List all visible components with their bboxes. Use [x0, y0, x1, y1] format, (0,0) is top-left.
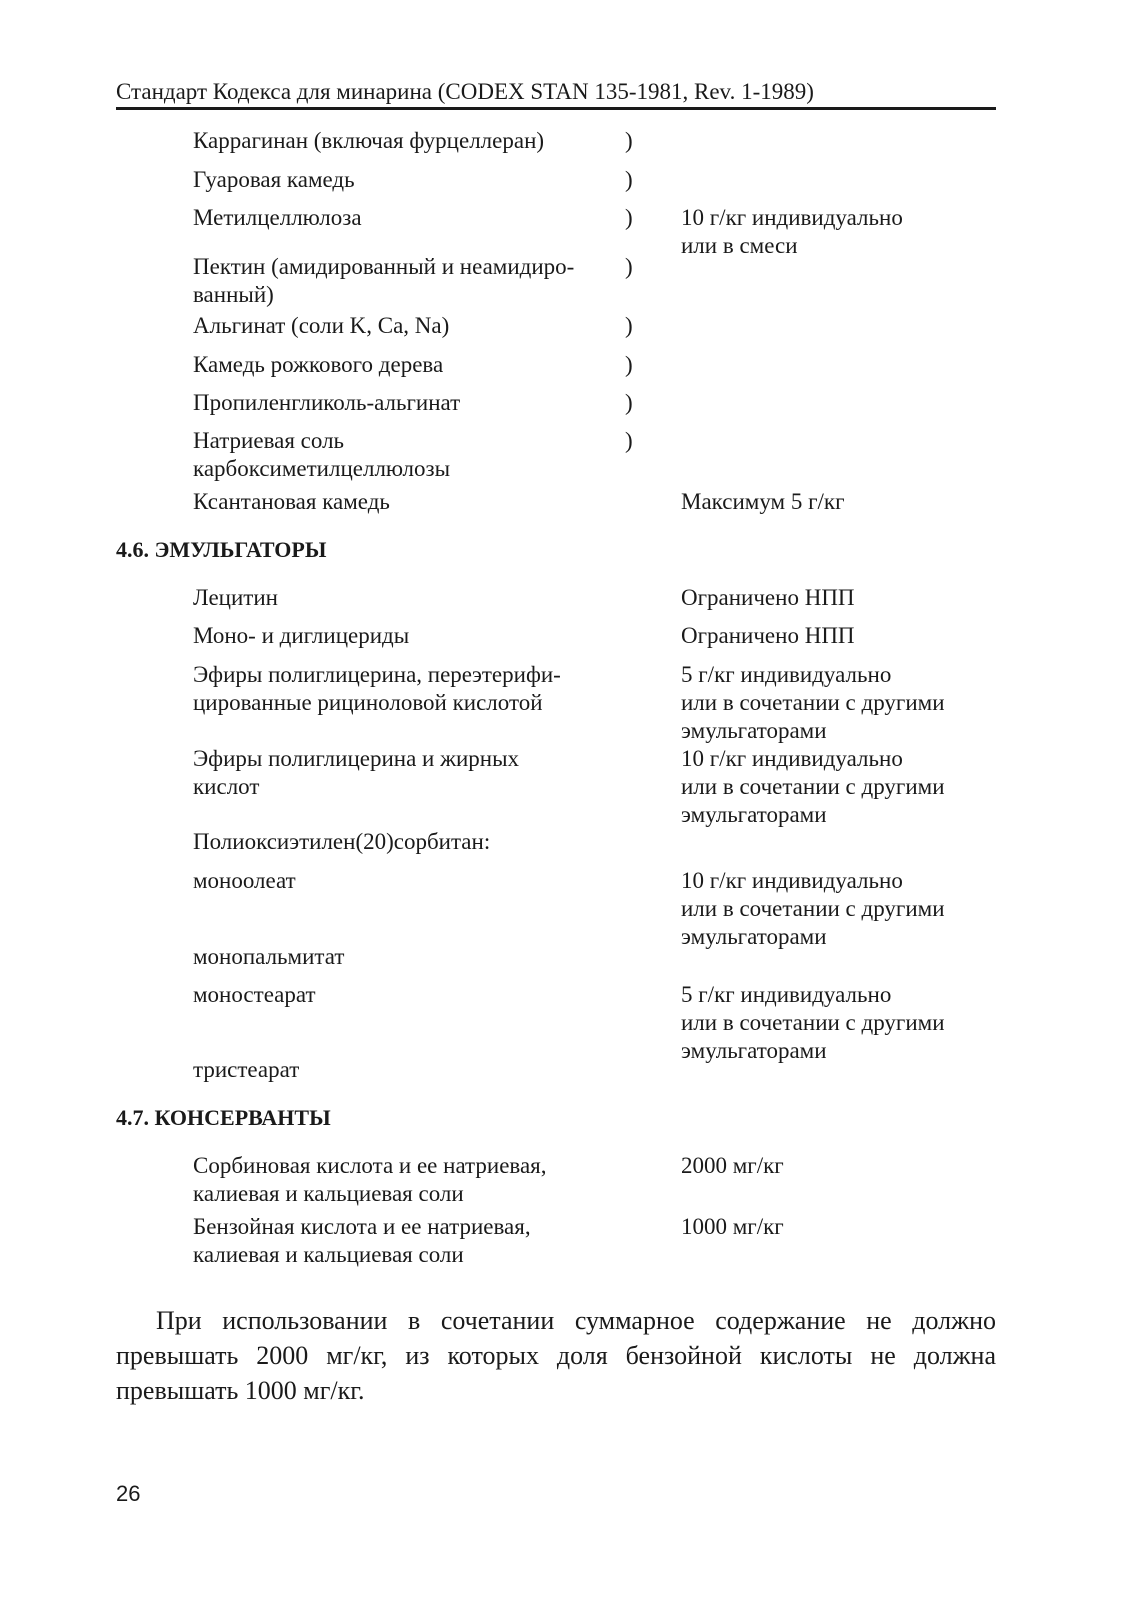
item-locust-bean-gum: Камедь рожкового дерева — [193, 352, 444, 377]
limit-combo-line2: или в сочетании с другими — [681, 896, 945, 921]
bracket: ) — [625, 352, 633, 377]
limit-10: 10 г/кг индивидуально — [681, 746, 903, 771]
limit-group: 10 г/кг индивидуально — [681, 205, 903, 230]
limit-5: 5 г/кг индивидуально — [681, 662, 892, 687]
page-header: Стандарт Кодекса для минарина (CODEX STAN 135-1981, Rev. 1-1989) — [116, 79, 814, 104]
item-benzoic-acid-line2: калиевая и кальциевая соли — [193, 1242, 464, 1267]
item-polyglycerol-esters: Эфиры полиглицерина и жирных — [193, 746, 520, 771]
item-benzoic-acid: Бензойная кислота и ее натриевая, — [193, 1214, 531, 1239]
item-pectin: Пектин (амидированный и неамидиро- — [193, 254, 575, 279]
limit-combo-line2: или в сочетании с другими — [681, 1010, 945, 1035]
item-sorbic-acid-line2: калиевая и кальциевая соли — [193, 1181, 464, 1206]
item-polyglycerol-esters-line2: кислот — [193, 774, 260, 799]
item-monopalmitate: монопальмитат — [193, 944, 345, 969]
item-polyglycerol-ricinoleate-line2: цированные рициноловой кислотой — [193, 690, 543, 715]
item-propylene-glycol-alginate: Пропиленгликоль-альгинат — [193, 390, 461, 415]
item-sodium-cmc: Натриевая соль — [193, 428, 345, 453]
item-monooleate: моноолеат — [193, 868, 296, 893]
item-monostearate: моностеарат — [193, 982, 316, 1007]
limit-5: 5 г/кг индивидуально — [681, 982, 892, 1007]
mono-limit: Ограничено НПП — [681, 623, 855, 648]
page-number: 26 — [116, 1481, 141, 1506]
lecithin-limit: Ограничено НПП — [681, 585, 855, 610]
item-xanthan: Ксантановая камедь — [193, 489, 390, 514]
section-heading-emulsifiers: 4.6. ЭМУЛЬГАТОРЫ — [116, 537, 327, 562]
item-mono-diglycerides: Моно- и диглицериды — [193, 623, 410, 648]
item-methylcellulose: Метилцеллюлоза — [193, 205, 362, 230]
bracket: ) — [625, 254, 633, 279]
limit-combo-line3: эмульгаторами — [681, 802, 827, 827]
bracket: ) — [625, 205, 633, 230]
sorbic-limit: 2000 мг/кг — [681, 1153, 784, 1178]
benzoic-limit: 1000 мг/кг — [681, 1214, 784, 1239]
item-sodium-cmc-line2: карбоксиметилцеллюлозы — [193, 456, 451, 481]
item-sorbic-acid: Сорбиновая кислота и ее натриевая, — [193, 1153, 547, 1178]
header-rule — [116, 107, 996, 110]
bracket: ) — [625, 313, 633, 338]
item-lecithin: Лецитин — [193, 585, 278, 610]
item-alginate: Альгинат (соли K, Ca, Na) — [193, 313, 450, 338]
bracket: ) — [625, 128, 633, 153]
limit-combo-line3: эмульгаторами — [681, 718, 827, 743]
limit-combo-line3: эмульгаторами — [681, 1038, 827, 1063]
xanthan-limit: Максимум 5 г/кг — [681, 489, 845, 514]
limit-10: 10 г/кг индивидуально — [681, 868, 903, 893]
limit-combo-line2: или в сочетании с другими — [681, 690, 945, 715]
limit-combo-line2: или в сочетании с другими — [681, 774, 945, 799]
limit-group-line2: или в смеси — [681, 233, 798, 258]
item-guar: Гуаровая камедь — [193, 167, 355, 192]
section-heading-preservatives: 4.7. КОНСЕРВАНТЫ — [116, 1105, 331, 1130]
item-carrageenan: Каррагинан (включая фурцеллеран) — [193, 128, 545, 153]
bracket: ) — [625, 428, 633, 453]
bracket: ) — [625, 167, 633, 192]
item-tristearate: тристеарат — [193, 1057, 300, 1082]
item-polyglycerol-ricinoleate: Эфиры полиглицерина, переэтерифи- — [193, 662, 561, 687]
item-polysorbate: Полиоксиэтилен(20)сорбитан: — [193, 829, 491, 854]
limit-combo-line3: эмульгаторами — [681, 924, 827, 949]
bracket: ) — [625, 390, 633, 415]
combined-limit-paragraph: При использовании в сочетании суммарное содержание не должно превышать 2000 мг/кг, из которых доля бензойной кислоты не должна превышать 1000 мг/кг. — [116, 1306, 996, 1405]
item-pectin-line2: ванный) — [193, 282, 274, 307]
